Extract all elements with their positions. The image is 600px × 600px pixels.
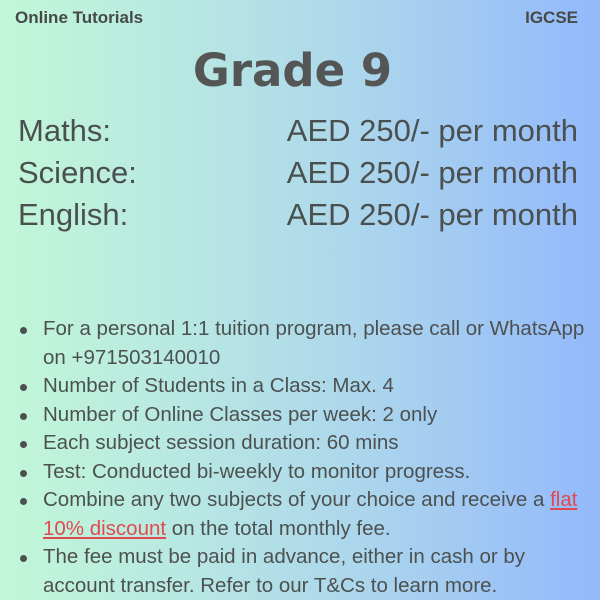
bullet-icon [20,470,27,477]
list-item [18,429,593,458]
bullet-icon [20,413,27,420]
bullet-icon [20,441,27,448]
info-list [18,315,593,600]
list-item-text-before: Combine any two subjects of your choice and receive a [43,488,551,511]
bullet-icon [20,384,27,391]
price-amount: AED 250/- per month [286,113,578,148]
subject-label: Maths: [18,113,112,148]
list-item [18,543,593,600]
list-item-text: Each subject session duration: 60 mins [43,431,399,454]
list-item [18,315,593,372]
list-item-text: Number of Students in a Class: Max. 4 [43,374,394,397]
bullet-icon [20,498,27,505]
subject-label: English: [18,197,129,232]
bullet-icon [20,327,27,334]
brand-label: Online Tutorials [15,8,144,27]
price-list [18,110,578,236]
price-row-science [18,152,578,194]
list-item [18,486,593,543]
page-title: Grade 9 [192,44,393,97]
price-amount: AED 250/- per month [286,197,578,232]
discount-highlight: flat 10% discount [43,488,578,540]
bullet-icon [20,555,27,562]
price-row-english [18,194,578,236]
list-item [18,458,593,487]
list-item-text: The fee must be paid in advance, either in cash or by account transfer. Refer to our T&Cs to learn more. [43,545,526,597]
price-row-maths [18,110,578,152]
curriculum-label: IGCSE [525,8,578,27]
list-item [18,372,593,401]
price-amount: AED 250/- per month [286,155,578,190]
list-item-text: For a personal 1:1 tuition program, please call or WhatsApp on +971503140010 [43,317,585,369]
list-item [18,401,593,430]
list-item-text: Test: Conducted bi-weekly to monitor progress. [43,459,471,483]
subject-label: Science: [18,155,137,190]
list-item-text-after: on the total monthly fee. [166,516,391,540]
list-item-text: Number of Online Classes per week: 2 only [43,402,438,426]
